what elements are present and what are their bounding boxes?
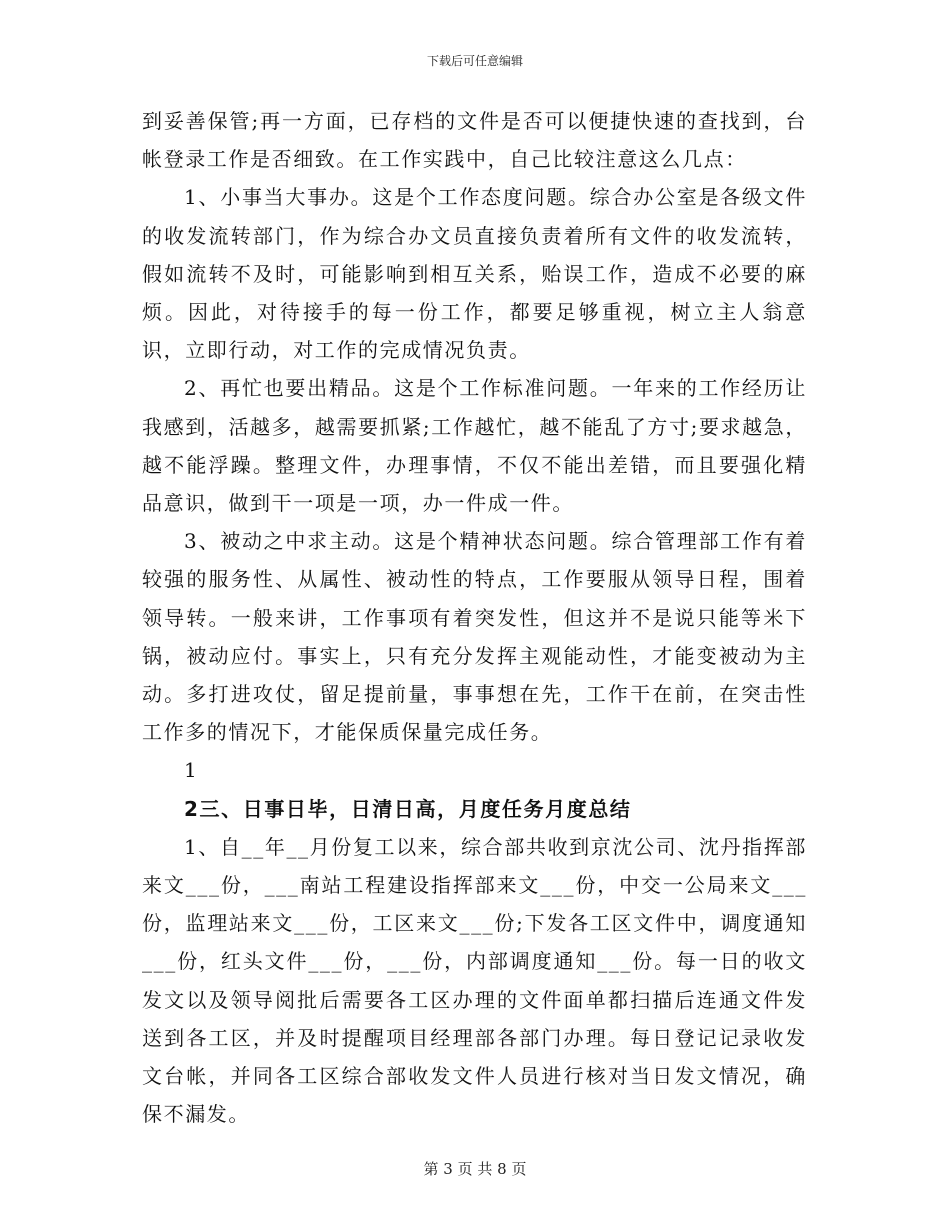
paragraph-continuation: 到妥善保管;再一方面，已存档的文件是否可以便捷快速的查找到，台帐登录工作是否细致。在工作实践中，自己比较注意这么几点： xyxy=(142,109,807,172)
paragraph-point-2: 2、再忙也要出精品。这是个工作标准问题。一年来的工作经历让我感到，活越多，越需要抓紧;工作越忙，越不能乱了方寸;要求越急，越不能浮躁。整理文件，办理事情，不仅不能出差错，而且要强化精品意识，做到干一项是一项，办一件成一件。 xyxy=(142,376,807,516)
paragraph-section-3-item-1: 1、自__年__月份复工以来，综合部共收到京沈公司、沈丹指挥部来文___份，___南站工程建设指挥部来文___份，中交一公局来文___份，监理站来文___份，工区来文___份;下发各工区文件中，调度通知___份，红头文件___份，___份，内部调度通知___份。每一日的收文发文以及领导阅批后需要各工区办理的文件面单都扫描后连通文件发送到各工区，并及时提醒项目经理部各部门办理。每日登记记录收发文台帐，并同各工区综合部收发文件人员进行核对当日发文情况，确保不漏发。 xyxy=(142,834,807,1127)
section-heading: 2三、日事日毕，日清日高，月度任务月度总结 xyxy=(184,796,632,821)
stray-number-line: 1 xyxy=(184,758,199,783)
paragraph-point-3: 3、被动之中求主动。这是个精神状态问题。综合管理部工作有着较强的服务性、从属性、被动性的特点，工作要服从领导日程，围着领导转。一般来讲，工作事项有着突发性，但这并不是说只能等米下锅，被动应付。事实上，只有充分发挥主观能动性，才能变被动为主动。多打进攻仗，留足提前量，事事想在先，工作干在前，在突击性工作多的情况下，才能保质保量完成任务。 xyxy=(142,529,807,745)
page-header: 下载后可任意编辑 xyxy=(426,54,523,68)
document-body xyxy=(142,102,807,1133)
paragraph-point-1: 1、小事当大事办。这是个工作态度问题。综合办公室是各级文件的收发流转部门，作为综合办文员直接负责着所有文件的收发流转，假如流转不及时，可能影响到相互关系，贻误工作，造成不必要的麻烦。因此，对待接手的每一份工作，都要足够重视，树立主人翁意识，立即行动，对工作的完成情况负责。 xyxy=(142,185,807,363)
page-footer: 第 3 页 共 8 页 xyxy=(423,1160,527,1178)
